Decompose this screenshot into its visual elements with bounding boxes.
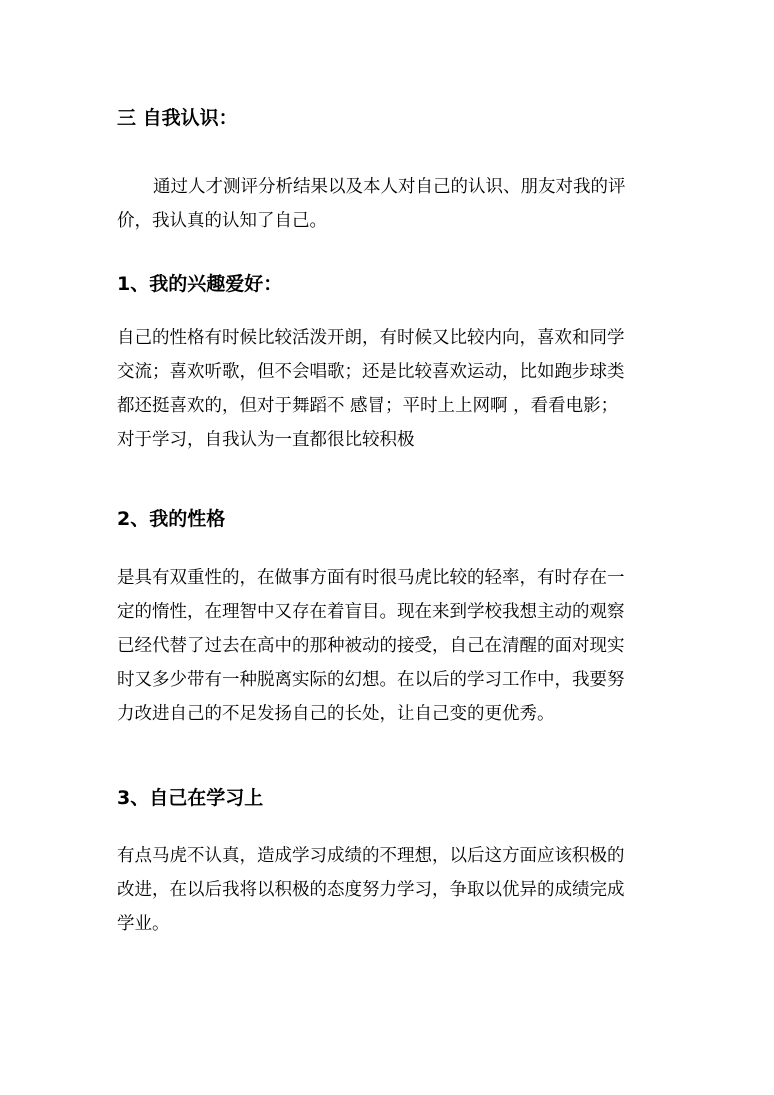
heading-personality: 2、我的性格 — [117, 508, 226, 530]
paragraph-line: 是具有双重性的，在做事方面有时很马虎比较的轻率，有时存在一 — [117, 568, 625, 588]
paragraph-line: 都还挺喜欢的，但对于舞蹈不 感冒；平时上上网啊 ，看看电影； — [117, 396, 619, 416]
paragraph-personality — [117, 561, 665, 731]
paragraph-line: 学业。 — [117, 914, 170, 934]
paragraph-study — [117, 839, 665, 941]
intro-line: 价，我认真的认知了自己。 — [117, 211, 327, 231]
intro-line: 通过人才测评分析结果以及本人对自己的认识、朋友对我的评 — [153, 177, 626, 197]
intro-paragraph — [117, 170, 665, 238]
paragraph-interests — [117, 321, 665, 457]
paragraph-line: 时又多少带有一种脱离实际的幻想。在以后的学习工作中，我要努 — [117, 670, 625, 690]
paragraph-line: 力改进自己的不足发扬自己的长处，让自己变的更优秀。 — [117, 704, 555, 724]
heading-study: 3、自己在学习上 — [117, 787, 264, 809]
paragraph-line: 自己的性格有时候比较活泼开朗，有时候又比较内向，喜欢和同学 — [117, 328, 625, 348]
paragraph-line: 交流；喜欢听歌，但不会唱歌；还是比较喜欢运动，比如跑步球类 — [117, 362, 625, 382]
paragraph-line: 已经代替了过去在高中的那种被动的接受，自己在清醒的面对现实 — [117, 636, 625, 656]
paragraph-line: 对于学习，自我认为一直都很比较积极 — [117, 430, 415, 450]
paragraph-line: 改进，在以后我将以积极的态度努力学习，争取以优异的成绩完成 — [117, 880, 625, 900]
heading-interests: 1、我的兴趣爱好： — [117, 273, 283, 295]
paragraph-line: 定的惰性，在理智中又存在着盲目。现在来到学校我想主动的观察 — [117, 602, 625, 622]
section-title: 三 自我认识： — [117, 107, 238, 129]
paragraph-line: 有点马虎不认真，造成学习成绩的不理想，以后这方面应该积极的 — [117, 846, 625, 866]
